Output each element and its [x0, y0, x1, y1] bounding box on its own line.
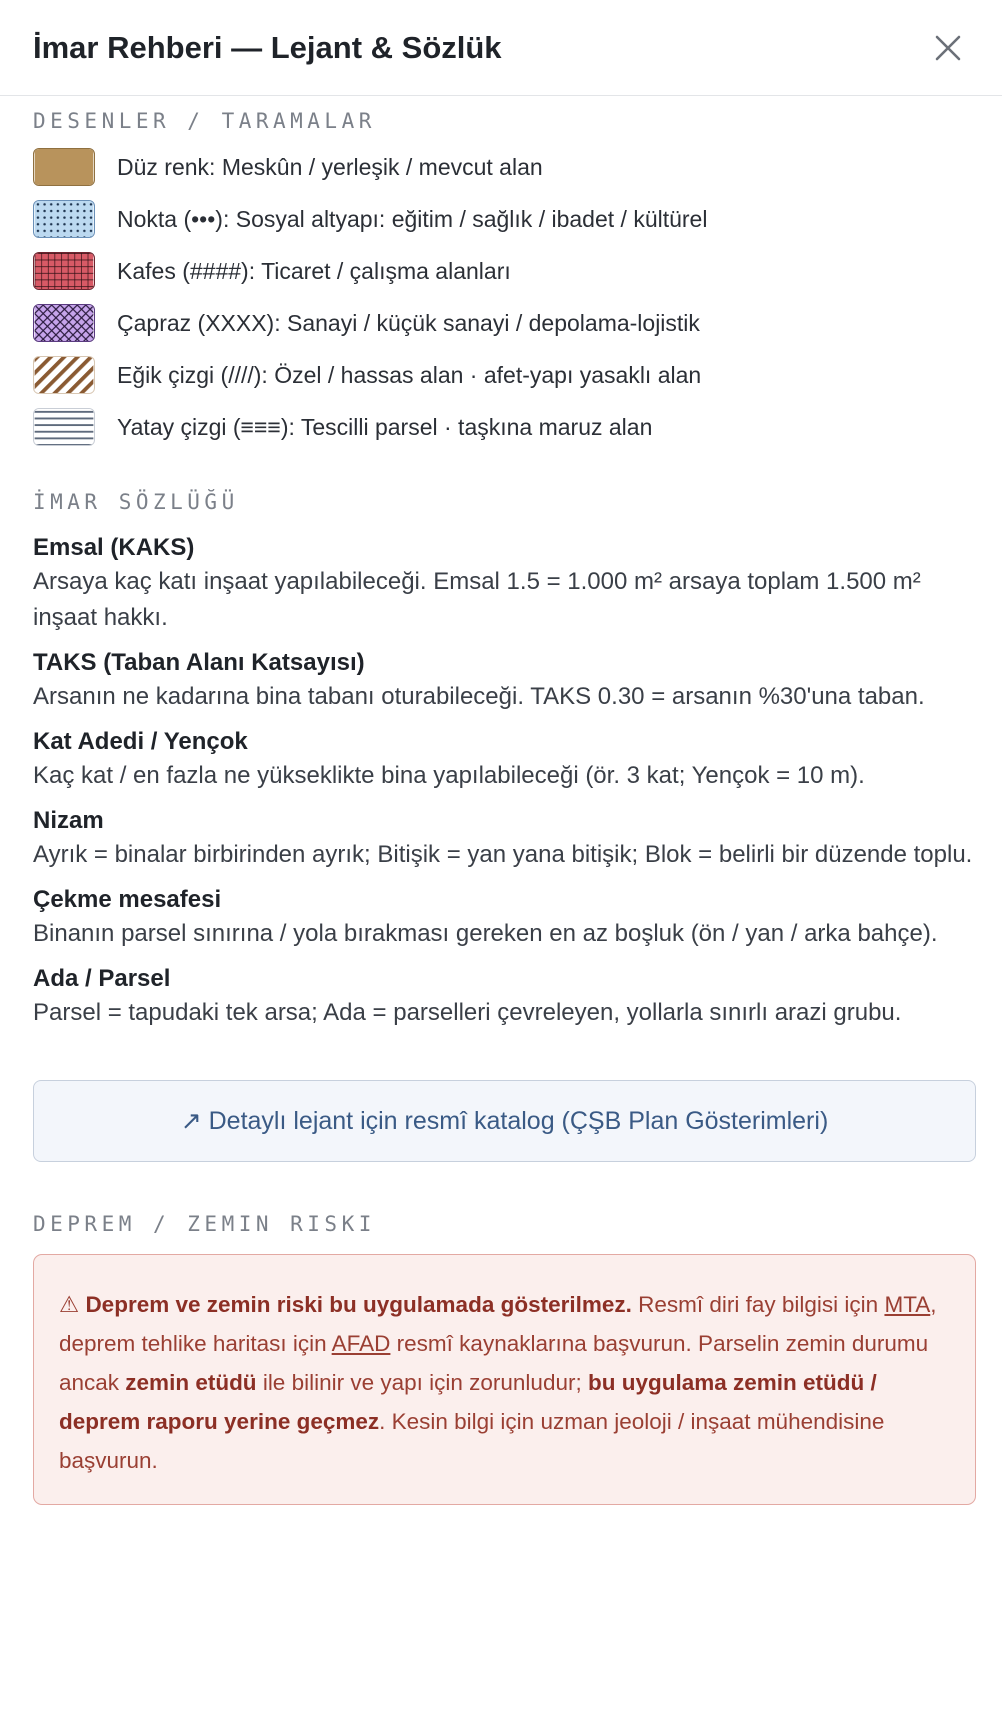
- legend-item-crosshatch: [33, 297, 975, 349]
- legend-label: Kafes (####): Ticaret / çalışma alanları: [117, 257, 511, 284]
- legend-item-solid: [33, 141, 975, 193]
- legend-item-diagonal: [33, 349, 975, 401]
- glossary-term: [33, 884, 975, 952]
- legend-label: Yatay çizgi (≡≡≡): Tescilli parsel · taşkına maruz alan: [117, 413, 653, 440]
- official-catalog-link[interactable]: ↗ Detaylı lejant için resmî katalog (ÇŞB Plan Gösterimleri): [33, 1080, 976, 1162]
- term-definition: Parsel = tapudaki tek arsa; Ada = parselleri çevreleyen, yollarla sınırlı arazi grubu.: [33, 999, 902, 1026]
- glossary-term: [33, 647, 975, 715]
- diagonal-swatch-icon: [33, 356, 95, 394]
- dialog-header: [0, 0, 1002, 96]
- glossary-term: [33, 532, 975, 636]
- glossary-term: [33, 726, 975, 794]
- term-title: Nizam: [33, 807, 104, 834]
- horizontal-swatch-icon: [33, 408, 95, 446]
- legend-item-horizontal: [33, 401, 975, 453]
- legend-label: Çapraz (XXXX): Sanayi / küçük sanayi / depolama-lojistik: [117, 309, 700, 336]
- term-title: Ada / Parsel: [33, 965, 171, 992]
- term-title: Kat Adedi / Yençok: [33, 728, 248, 755]
- legend-label: Nokta (•••): Sosyal altyapı: eğitim / sağlık / ibadet / kültürel: [117, 205, 708, 232]
- glossary-term: [33, 963, 975, 1031]
- warning-icon: ⚠: [59, 1292, 80, 1317]
- legend-item-grid: [33, 245, 975, 297]
- afad-link[interactable]: AFAD: [331, 1331, 391, 1356]
- close-icon: [934, 34, 962, 62]
- pattern-legend: [33, 141, 975, 453]
- grid-swatch-icon: [33, 252, 95, 290]
- glossary-list: [33, 532, 975, 1031]
- risk-warning-box: ⚠ Deprem ve zemin riski bu uygulamada gösterilmez. Resmî diri fay bilgisi için MTA, deprem tehlike haritası için AFAD resmî kaynaklarına başvurun. Parselin zemin durumu ancak zemin etüdü ile bilinir ve yapı için zorunludur; bu uygulama zemin etüdü / deprem raporu yerine geçmez. Kesin bilgi için uzman jeoloji / inşaat mühendisine başvurun.: [33, 1254, 976, 1505]
- crosshatch-swatch-icon: [33, 304, 95, 342]
- glossary-section-label: İMAR SÖZLÜĞÜ: [33, 490, 239, 514]
- dialog-title: İmar Rehberi — Lejant & Sözlük: [33, 29, 502, 65]
- patterns-section-label: DESENLER / TARAMALAR: [33, 109, 376, 133]
- legend-item-dots: [33, 193, 975, 245]
- risk-section-label: DEPREM / ZEMIN RISKI: [33, 1212, 376, 1236]
- close-button[interactable]: [926, 26, 970, 70]
- legend-label: Eğik çizgi (////): Özel / hassas alan · afet-yapı yasaklı alan: [117, 361, 702, 388]
- mta-link[interactable]: MTA: [884, 1292, 931, 1317]
- glossary-term: [33, 805, 975, 873]
- term-definition: Kaç kat / en fazla ne yükseklikte bina yapılabileceği (ör. 3 kat; Yençok = 10 m).: [33, 762, 865, 789]
- dialog-content: [0, 96, 1002, 1505]
- term-title: TAKS (Taban Alanı Katsayısı): [33, 649, 365, 676]
- term-title: Çekme mesafesi: [33, 886, 222, 913]
- warning-bold-text: Deprem ve zemin riski bu uygulamada gösterilmez.: [85, 1292, 632, 1317]
- term-definition: Ayrık = binalar birbirinden ayrık; Bitişik = yan yana bitişik; Blok = belirli bir düzende toplu.: [33, 841, 973, 868]
- dot-swatch-icon: [33, 200, 95, 238]
- term-definition: Binanın parsel sınırına / yola bırakması gereken en az boşluk (ön / yan / arka bahçe).: [33, 920, 938, 947]
- solid-swatch-icon: [33, 148, 95, 186]
- term-definition: Arsaya kaç katı inşaat yapılabileceği. Emsal 1.5 = 1.000 m² arsaya toplam 1.500 m² inşaat hakkı.: [33, 568, 921, 631]
- term-definition: Arsanın ne kadarına bina tabanı oturabileceği. TAKS 0.30 = arsanın %30'una taban.: [33, 683, 925, 710]
- term-title: Emsal (KAKS): [33, 534, 195, 561]
- legend-label: Düz renk: Meskûn / yerleşik / mevcut alan: [117, 153, 543, 180]
